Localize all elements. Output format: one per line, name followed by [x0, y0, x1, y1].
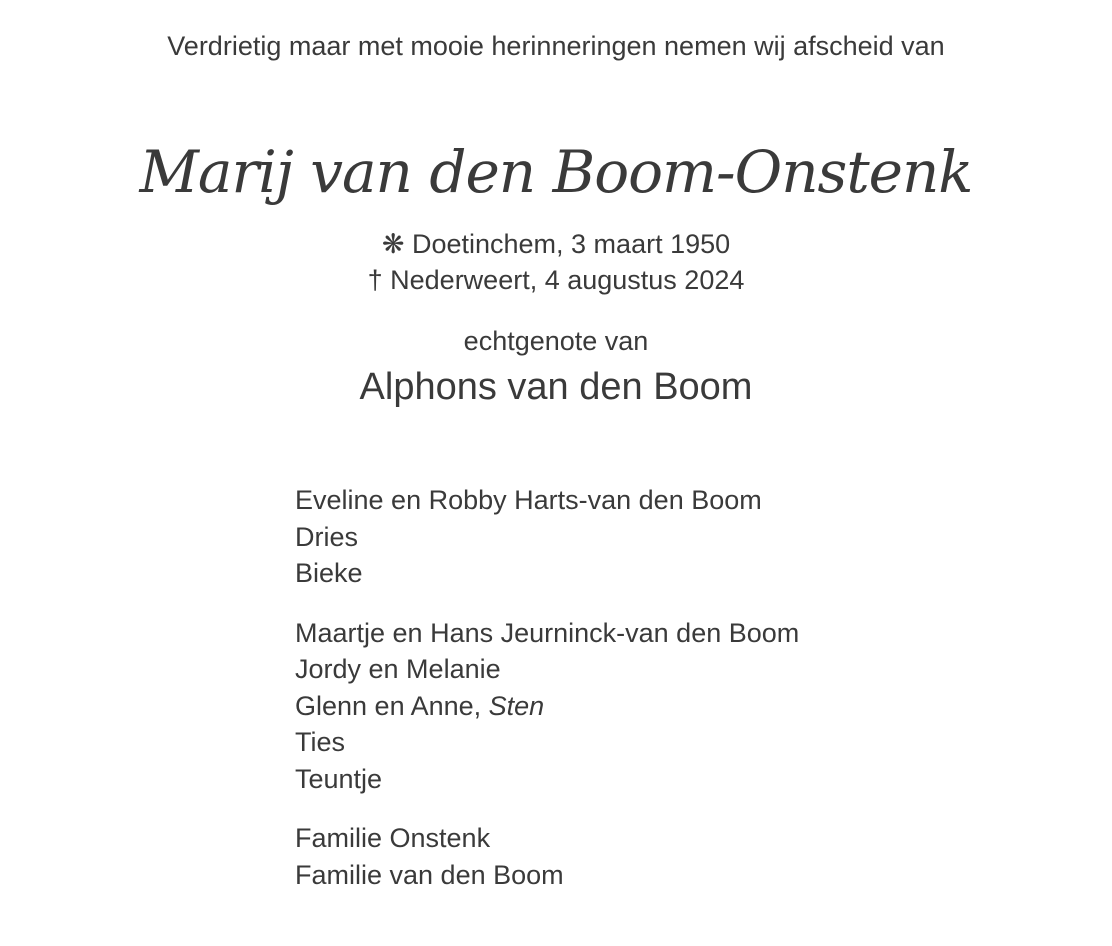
family-line: Ties — [295, 727, 346, 757]
deceased-name: Marij van den Boom-Onstenk — [139, 138, 973, 206]
family-line: Teuntje — [295, 763, 383, 794]
family-line: Dries — [295, 521, 359, 552]
family-group-3 — [295, 820, 799, 893]
family-line: Maartje en Hans Jeurninck-van den Boom — [295, 617, 800, 648]
family-line: Jordy en Melanie — [295, 654, 501, 684]
intro-text: Verdrietig maar met mooie herinneringen nemen wij afscheid van — [167, 31, 945, 61]
family-line: Familie Onstenk — [295, 823, 491, 853]
family-line — [295, 688, 799, 725]
great-grandchild-name: Sten — [488, 690, 545, 721]
family-group-1 — [295, 482, 799, 592]
family-line: Bieke — [295, 558, 363, 588]
death-line: † Nederweert, 4 augustus 2024 — [367, 265, 745, 295]
family-group-2 — [295, 615, 799, 798]
life-dates — [0, 226, 1112, 298]
family-line-text: Glenn en Anne, — [295, 690, 489, 721]
spouse-label: echtgenote van — [463, 326, 649, 356]
spouse-name: Alphons van den Boom — [359, 366, 753, 408]
family-line: Eveline en Robby Harts-van den Boom — [295, 485, 762, 515]
family-line: Familie van den Boom — [295, 859, 564, 890]
family-list — [295, 482, 799, 916]
birth-line: ❋ Doetinchem, 3 maart 1950 — [381, 229, 731, 259]
